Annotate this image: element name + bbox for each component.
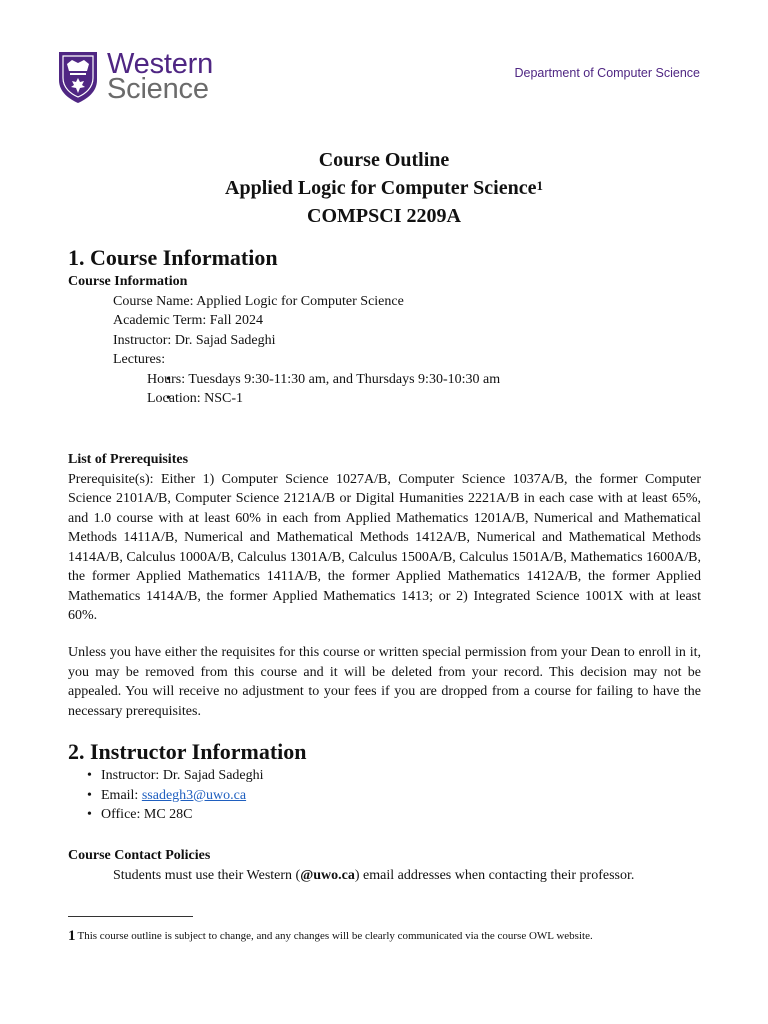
instructor-list	[68, 766, 701, 825]
academic-term-line: Academic Term: Fall 2024	[113, 313, 264, 328]
department-name: Department of Computer Science	[514, 66, 700, 80]
instructor-item: • Instructor: Dr. Sajad Sadeghi	[80, 766, 701, 786]
course-details	[68, 292, 701, 370]
western-science-logo	[57, 50, 213, 104]
title-course-code: COMPSCI 2209A	[307, 205, 461, 227]
lecture-location-item: • Location: NSC-1	[114, 389, 701, 409]
section-heading-2: 2. Instructor Information	[68, 739, 307, 764]
contact-policies-heading: Course Contact Policies	[68, 848, 211, 863]
logo-line-science: Science	[107, 73, 209, 105]
title-course-outline: Course Outline	[318, 149, 450, 171]
prerequisites-heading: List of Prerequisites	[68, 452, 189, 467]
office-item: • Office: MC 28C	[80, 805, 701, 825]
contact-text-post: ) email addresses when contacting their professor.	[354, 867, 635, 883]
section-course-information	[68, 244, 701, 409]
permission-paragraph: Unless you have either the requisites for this course or written special permission from your Dean to enroll in it, you may be removed from this course and it will be deleted from your record. This decision may not be appealed. You will receive no adjustment to your fees if you are dropped from a course for failing to have the necessary prerequisites.	[68, 645, 701, 719]
email-item	[80, 786, 701, 806]
footnote-marker: 1	[536, 178, 543, 193]
section-heading-1: 1. Course Information	[68, 245, 278, 270]
contact-text-domain: @uwo.ca	[300, 867, 355, 883]
title-course-name	[0, 174, 768, 202]
title-course-name-text: Applied Logic for Computer Science	[225, 177, 537, 199]
prerequisites-paragraph: Prerequisite(s): Either 1) Computer Science 1027A/B, Computer Science 1037A/B, the former Computer Science 2101A/B, Computer Science 2121A/B or Digital Humanities 2221A/B in each case with at least 65%, and 1.0 course with at least 60% in each from Applied Mathematics 1201A/B, Numerical and Mathematical Methods 1411A/B, Numerical and Mathematical Methods 1412A/B, Numerical and Mathematical Methods 1414A/B, Calculus 1000A/B, Calculus 1301A/B, Calculus 1500A/B, Calculus 1501A/B, Mathematics 1600A/B, the former Applied Mathematics 1411A/B, the former Applied Mathematics 1412A/B, the former Applied Mathematics 1414A/B, the former Applied Mathematics 1413; or 2) Integrated Science 1001X with at least 60%.	[68, 471, 701, 623]
contact-policy-text	[68, 866, 701, 886]
title-block	[0, 146, 768, 230]
footnote-text: This course outline is subject to change, and any changes will be clearly communicated via the course OWL website.	[77, 930, 593, 942]
section-prerequisites	[68, 450, 701, 626]
footnote	[68, 930, 708, 947]
lecture-list	[68, 370, 701, 409]
contact-text-pre: Students must use their Western (	[113, 867, 301, 883]
lectures-label: Lectures:	[113, 352, 166, 367]
section-contact-policies	[68, 846, 701, 885]
footnote-divider	[68, 916, 193, 917]
email-label: Email:	[101, 787, 142, 803]
western-shield-icon	[57, 50, 99, 104]
section-permission	[68, 643, 701, 721]
course-name-line: Course Name: Applied Logic for Computer Science	[113, 293, 404, 309]
email-link[interactable]: ssadegh3@uwo.ca	[141, 787, 247, 803]
logo-line-western: Western	[107, 48, 214, 80]
section-instructor-information	[68, 738, 701, 825]
instructor-line: Instructor: Dr. Sajad Sadeghi	[113, 332, 276, 348]
logo-wordmark	[107, 48, 214, 105]
lecture-hours-item: • Hours: Tuesdays 9:30-11:30 am, and Thursdays 9:30-10:30 am	[114, 370, 701, 390]
course-information-subheading: Course Information	[68, 274, 188, 289]
footnote-number: 1	[68, 928, 76, 944]
